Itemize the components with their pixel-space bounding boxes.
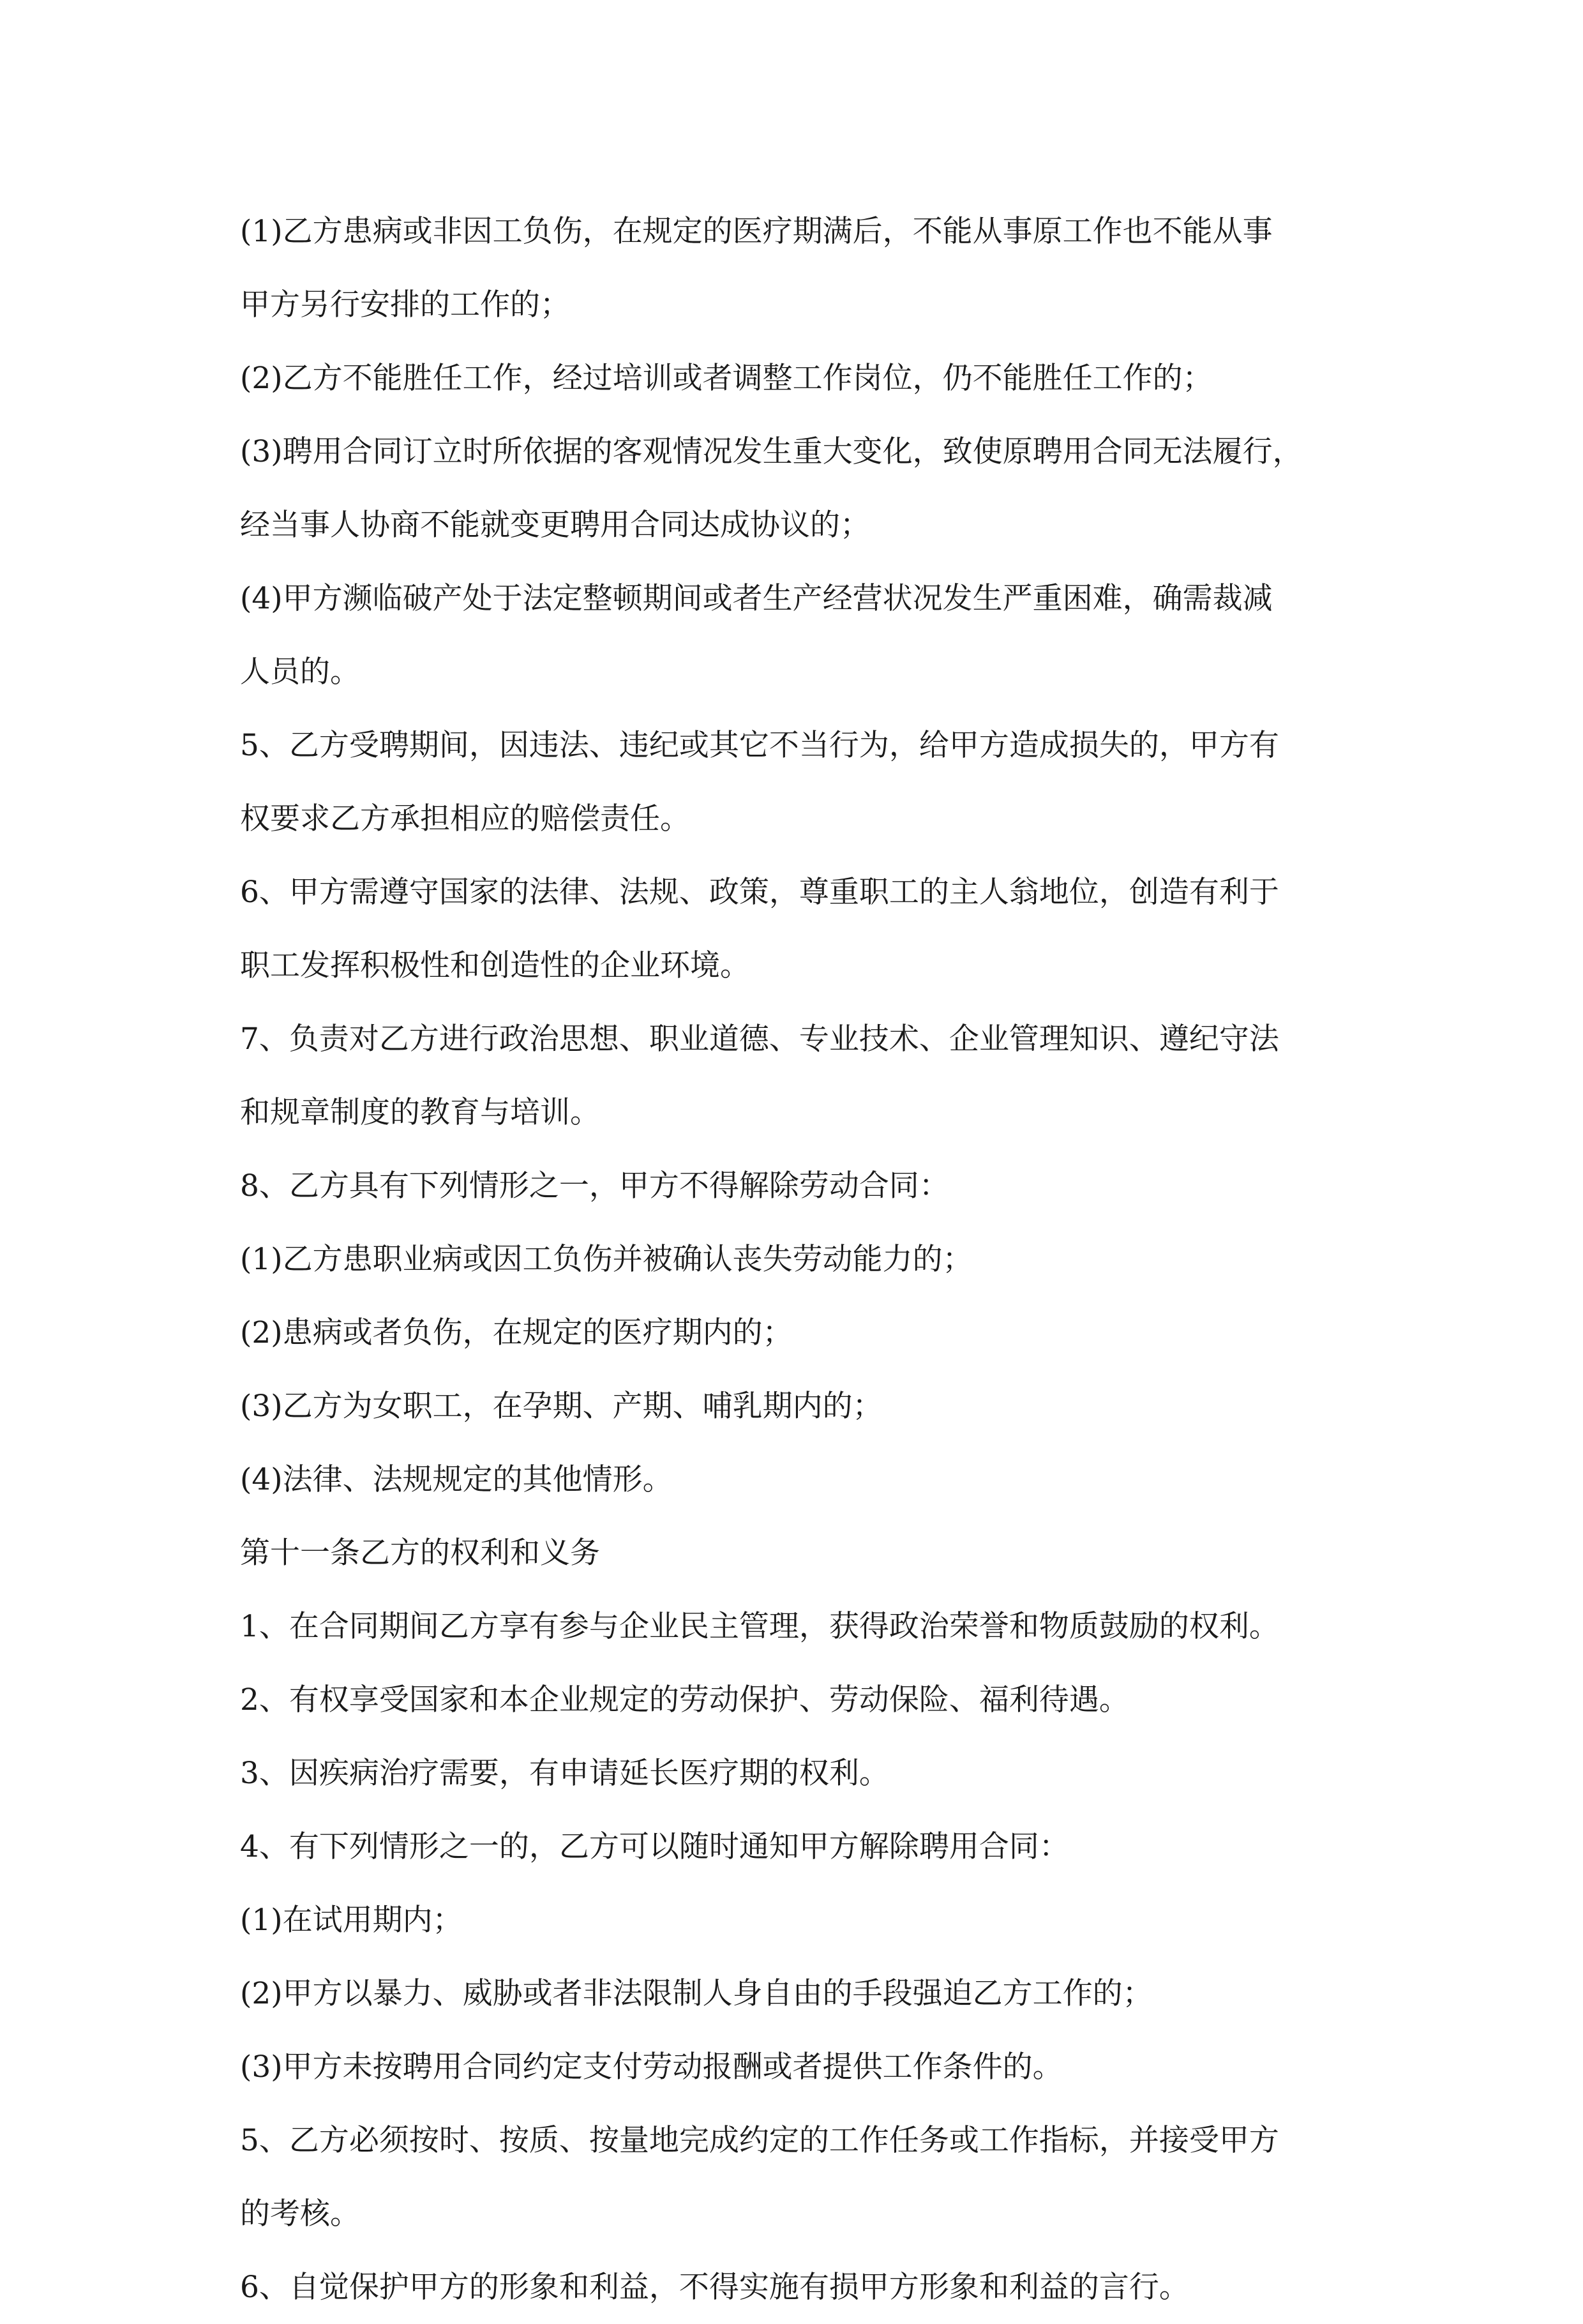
text-line: 3、因疾病治疗需要，有申请延长医疗期的权利。 <box>240 1756 889 1791</box>
text-line: (3)乙方为女职工，在孕期、产期、哺乳期内的； <box>240 1389 883 1424</box>
text-line: 甲方另行安排的工作的； <box>240 287 570 322</box>
text-line: (3)甲方未按聘用合同约定支付劳动报酬或者提供工作条件的。 <box>240 2049 1063 2085</box>
document-body <box>240 195 1351 2324</box>
text-line: 6、自觉保护甲方的形象和利益，不得实施有损甲方形象和利益的言行。 <box>240 2270 1189 2305</box>
text-line: 和规章制度的教育与培训。 <box>240 1095 600 1130</box>
text-line: 5、乙方必须按时、按质、按量地完成约定的工作任务或工作指标，并接受甲方 <box>240 2123 1279 2158</box>
text-line: (4)法律、法规规定的其他情形。 <box>240 1462 673 1497</box>
text-line: (4)甲方濒临破产处于法定整顿期间或者生产经营状况发生严重困难，确需裁减 <box>240 581 1273 616</box>
text-line: 经当事人协商不能就变更聘用合同达成协议的； <box>240 508 870 543</box>
text-line: (3)聘用合同订立时所依据的客观情况发生重大变化，致使原聘用合同无法履行， <box>240 434 1303 469</box>
text-line: (1)乙方患病或非因工负伤，在规定的医疗期满后，不能从事原工作也不能从事 <box>240 214 1273 249</box>
section-heading: 第十一条乙方的权利和义务 <box>240 1535 600 1571</box>
text-line: 的考核。 <box>240 2196 360 2231</box>
text-line: (2)患病或者负伤，在规定的医疗期内的； <box>240 1315 793 1350</box>
text-line: 职工发挥积极性和创造性的企业环境。 <box>240 948 750 983</box>
text-line: 5、乙方受聘期间，因违法、违纪或其它不当行为，给甲方造成损失的，甲方有 <box>240 728 1279 763</box>
text-line: (1)乙方患职业病或因工负伤并被确认丧失劳动能力的； <box>240 1242 973 1277</box>
text-line: (2)乙方不能胜任工作，经过培训或者调整工作岗位，仍不能胜任工作的； <box>240 361 1213 396</box>
text-line: 6、甲方需遵守国家的法律、法规、政策，尊重职工的主人翁地位，创造有利于 <box>240 875 1279 910</box>
text-line: 1、在合同期间乙方享有参与企业民主管理，获得政治荣誉和物质鼓励的权利。 <box>240 1609 1279 1644</box>
text-line: (2)甲方以暴力、威胁或者非法限制人身自由的手段强迫乙方工作的； <box>240 1976 1153 2011</box>
text-line: 2、有权享受国家和本企业规定的劳动保护、劳动保险、福利待遇。 <box>240 1682 1129 1717</box>
text-line: 人员的。 <box>240 654 360 690</box>
text-line: 4、有下列情形之一的，乙方可以随时通知甲方解除聘用合同： <box>240 1829 1069 1864</box>
text-line: 7、负责对乙方进行政治思想、职业道德、专业技术、企业管理知识、遵纪守法 <box>240 1022 1279 1057</box>
text-line: (1)在试用期内； <box>240 1903 463 1938</box>
text-line: 权要求乙方承担相应的赔偿责任。 <box>240 801 690 836</box>
text-line: 8、乙方具有下列情形之一，甲方不得解除劳动合同： <box>240 1168 949 1204</box>
